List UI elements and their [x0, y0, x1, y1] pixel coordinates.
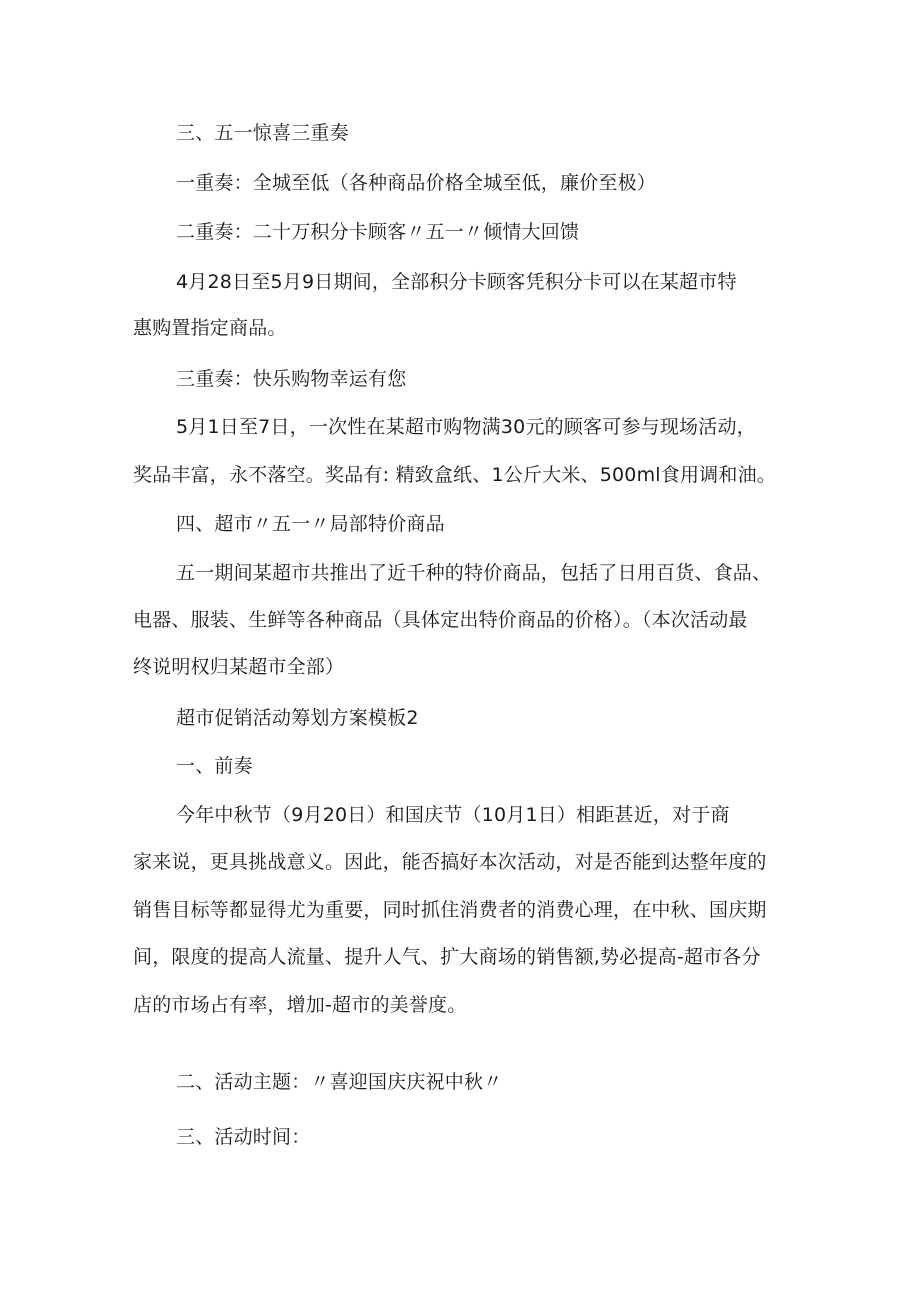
paragraph-line: 家来说，更具挑战意义。因此，能否搞好本次活动，对是否能到达整年度的 — [133, 851, 767, 873]
paragraph-line: 今年中秋节（9月20日）和国庆节（10月1日）相距甚近，对于商 — [176, 804, 730, 826]
section-heading: 四、超市〃五一〃局部特价商品 — [176, 513, 445, 535]
paragraph-line: 二重奏：二十万积分卡顾客〃五一〃倾情大回馈 — [176, 221, 580, 243]
paragraph-line: 店的市场占有率，增加-超市的美誉度。 — [133, 994, 467, 1016]
document-subtitle: 超市促销活动筹划方案模板2 — [176, 707, 419, 729]
paragraph-line: 终说明权归某超市全部） — [133, 656, 345, 678]
paragraph-line: 三重奏：快乐购物幸运有您 — [176, 368, 407, 390]
paragraph-line: 5月1日至7日，一次性在某超市购物满30元的顾客可参与现场活动， — [176, 416, 756, 438]
paragraph-line: 惠购置指定商品。 — [133, 317, 287, 339]
paragraph-line: 销售目标等都显得尤为重要，同时抓住消费者的消费心理，在中秋、国庆期 — [133, 899, 767, 921]
section-heading: 三、活动时间： — [176, 1126, 311, 1148]
paragraph-line: 4月28日至5月9日期间，全部积分卡顾客凭积分卡可以在某超市特 — [176, 271, 737, 293]
section-heading: 二、活动主题：〃喜迎国庆庆祝中秋〃 — [176, 1071, 503, 1093]
paragraph-line: 一重奏：全城至低（各种商品价格全城至低，廉价至极） — [176, 172, 657, 194]
paragraph-line: 电器、服装、生鲜等各种商品（具体定出特价商品的价格）。（本次活动最 — [133, 609, 748, 631]
section-heading: 三、五一惊喜三重奏 — [176, 122, 349, 144]
paragraph-line: 间，限度的提高人流量、提升人气、扩大商场的销售额,势必提高-超市各分 — [133, 946, 761, 968]
paragraph-line: 五一期间某超市共推出了近千种的特价商品，包括了日用百货、食品、 — [176, 562, 772, 584]
paragraph-line: 奖品丰富，永不落空。奖品有: 精致盒纸、1公斤大米、500ml食用调和油。 — [133, 464, 776, 486]
section-heading: 一、前奏 — [176, 755, 253, 777]
